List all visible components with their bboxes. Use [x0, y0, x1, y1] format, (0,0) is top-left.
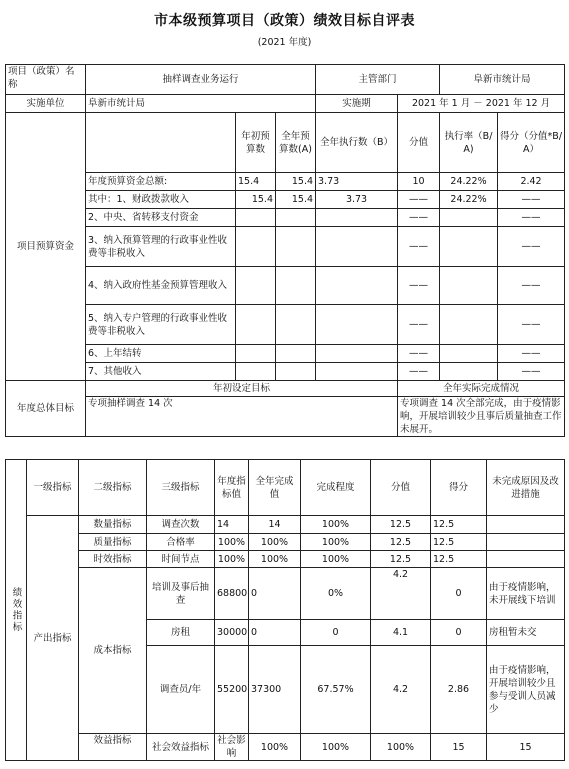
actual-quantity: 14 — [249, 516, 301, 534]
actual-cost2: 0 — [249, 620, 301, 646]
benefit-indicator-label: 效益指标 — [79, 734, 147, 761]
l3-cost2: 房租 — [147, 620, 215, 646]
funds-row-executed: 3.73 — [316, 173, 398, 191]
target-cost1: 68800 — [215, 568, 249, 620]
funds-row — [6, 305, 565, 345]
header-points: 得分（分值*B/A） — [498, 113, 565, 173]
funds-row-score: —— — [398, 345, 440, 363]
header-initial-budget: 年初预算数 — [236, 113, 276, 173]
l2-timeliness: 时效指标 — [79, 551, 147, 568]
funds-row-rate: 24.22% — [440, 173, 498, 191]
project-name-value: 抽样调查业务运行 — [86, 65, 316, 95]
degree-quantity: 100% — [301, 516, 371, 534]
points-cost3: 2.86 — [431, 646, 487, 734]
funds-row-initial — [236, 363, 276, 381]
degree-cost1: 0% — [301, 568, 371, 620]
degree-timeliness: 100% — [301, 551, 371, 568]
actual-cost3: 37300 — [249, 646, 301, 734]
goals-actual-value: 专项调查 14 次全部完成，由于疫情影响，开展培训较少且事后质量抽查工作未展开。 — [398, 397, 565, 437]
funds-row-points: —— — [498, 227, 565, 267]
header-score: 分值 — [398, 113, 440, 173]
reason-timeliness — [487, 551, 565, 568]
project-name-label: 项目（政策）名称 — [6, 65, 86, 95]
funds-row-initial: 15.4 — [236, 173, 276, 191]
funds-header-blank — [86, 113, 236, 173]
funds-row-rate — [440, 227, 498, 267]
header-executed: 全年执行数（B） — [316, 113, 398, 173]
goals-content-row — [6, 397, 565, 437]
score-timeliness: 12.5 — [371, 551, 431, 568]
score-cost3: 4.2 — [371, 646, 431, 734]
funds-row-initial — [236, 345, 276, 363]
funds-row-rate — [440, 345, 498, 363]
target-cost2: 30000 — [215, 620, 249, 646]
indicator-row — [6, 534, 565, 551]
project-name-row — [6, 65, 565, 95]
funds-row-label: 6、上年结转 — [86, 345, 236, 363]
funds-row — [6, 191, 565, 209]
l3-quantity: 调查次数 — [147, 516, 215, 534]
period-label: 实施期 — [316, 95, 398, 113]
budget-table — [5, 64, 565, 437]
header-ind-score: 分值 — [371, 460, 431, 516]
funds-row-score: —— — [398, 227, 440, 267]
points-quantity: 12.5 — [431, 516, 487, 534]
score-social: 15 — [431, 734, 487, 761]
reason-quantity — [487, 516, 565, 534]
funds-row-points: —— — [498, 209, 565, 227]
funds-row-initial: 15.4 — [236, 191, 276, 209]
l2-social: 社会效益指标 — [147, 734, 215, 761]
actual-quality: 100% — [249, 534, 301, 551]
reason-cost3: 由于疫情影响，开展培训较少且参与受训人员减少 — [487, 646, 565, 734]
goals-actual-header: 全年实际完成情况 — [398, 381, 565, 397]
header-target: 年度指标值 — [215, 460, 249, 516]
funds-row-score: —— — [398, 267, 440, 305]
goals-section-label: 年度总体目标 — [6, 381, 86, 437]
l3-social: 社会影响 — [215, 734, 249, 761]
funds-row — [6, 267, 565, 305]
funds-row-full-year — [276, 209, 316, 227]
score-cost1: 4.2 — [371, 568, 431, 620]
funds-row-executed — [316, 209, 398, 227]
target-quality: 100% — [215, 534, 249, 551]
funds-row-label: 3、纳入预算管理的行政事业性收费等非税收入 — [86, 227, 236, 267]
funds-row-executed — [316, 227, 398, 267]
reason-quality — [487, 534, 565, 551]
funds-row — [6, 173, 565, 191]
funds-row — [6, 363, 565, 381]
funds-row-rate — [440, 305, 498, 345]
header-reason: 未完成原因及改进措施 — [487, 460, 565, 516]
target-cost3: 55200 — [215, 646, 249, 734]
points-timeliness: 12.5 — [431, 551, 487, 568]
funds-row-label: 4、纳入政府性基金预算管理收入 — [86, 267, 236, 305]
funds-row-label: 其中：1、财政拨款收入 — [86, 191, 236, 209]
funds-row-points: —— — [498, 267, 565, 305]
goals-initial-value: 专项抽样调查 14 次 — [86, 397, 398, 437]
funds-row-initial — [236, 227, 276, 267]
indicator-row — [6, 516, 565, 534]
dept-label: 主管部门 — [316, 65, 440, 95]
score-cost2: 4.1 — [371, 620, 431, 646]
funds-section-label: 项目预算资金 — [6, 113, 86, 381]
actual-cost1: 0 — [249, 568, 301, 620]
funds-row-rate — [440, 267, 498, 305]
funds-row-executed — [316, 345, 398, 363]
funds-row-points: —— — [498, 363, 565, 381]
funds-row-executed — [316, 267, 398, 305]
indicator-row — [6, 568, 565, 620]
reason-cost1: 由于疫情影响，未开展线下培训 — [487, 568, 565, 620]
funds-row — [6, 209, 565, 227]
goals-header-row — [6, 381, 565, 397]
header-exec-rate: 执行率（B/A) — [440, 113, 498, 173]
funds-row-initial — [236, 209, 276, 227]
unit-value: 阜新市统计局 — [86, 95, 316, 113]
funds-row-rate — [440, 209, 498, 227]
page-year: (2021 年度) — [257, 37, 312, 48]
funds-row-full-year: 15.4 — [276, 191, 316, 209]
funds-header-row — [6, 113, 565, 173]
funds-row-score: —— — [398, 191, 440, 209]
funds-row-score: 10 — [398, 173, 440, 191]
funds-row-score: —— — [398, 209, 440, 227]
funds-row-points: —— — [498, 191, 565, 209]
funds-row-points: —— — [498, 345, 565, 363]
header-ind-points: 得分 — [431, 460, 487, 516]
page-title: 市本级预算项目（政策）绩效目标自评表 — [154, 13, 415, 29]
funds-row — [6, 227, 565, 267]
funds-row-full-year — [276, 345, 316, 363]
funds-row-label: 年度预算资金总额: — [86, 173, 236, 191]
funds-row-rate — [440, 363, 498, 381]
header-level3: 三级指标 — [147, 460, 215, 516]
funds-row-full-year: 15.4 — [276, 173, 316, 191]
header-level2: 二级指标 — [79, 460, 147, 516]
degree-social: 100% — [371, 734, 431, 761]
l3-cost1: 培训及事后抽查 — [147, 568, 215, 620]
goals-initial-header: 年初设定目标 — [86, 381, 398, 397]
l3-quality: 合格率 — [147, 534, 215, 551]
target-timeliness: 100% — [215, 551, 249, 568]
actual-social: 100% — [301, 734, 371, 761]
indicator-section-label: 绩效指标 — [6, 460, 27, 761]
indicator-table — [5, 459, 565, 761]
funds-row-points: 2.42 — [498, 173, 565, 191]
header-actual: 全年完成值 — [249, 460, 301, 516]
indicator-header-row — [6, 460, 565, 516]
l2-quality: 质量指标 — [79, 534, 147, 551]
score-quantity: 12.5 — [371, 516, 431, 534]
funds-row-points: —— — [498, 305, 565, 345]
funds-row-full-year — [276, 305, 316, 345]
funds-row-rate: 24.22% — [440, 191, 498, 209]
reason-cost2: 房租暂未交 — [487, 620, 565, 646]
l3-timeliness: 时间节点 — [147, 551, 215, 568]
points-quality: 12.5 — [431, 534, 487, 551]
dept-value: 阜新市统计局 — [440, 65, 565, 95]
cost-indicator-label: 成本指标 — [79, 568, 147, 734]
funds-row-full-year — [276, 363, 316, 381]
degree-quality: 100% — [301, 534, 371, 551]
header-full-year-budget: 全年预算数(A) — [276, 113, 316, 173]
unit-row — [6, 95, 565, 113]
funds-row-initial — [236, 305, 276, 345]
output-indicator-label: 产出指标 — [27, 516, 79, 761]
funds-row-score: —— — [398, 363, 440, 381]
points-cost1: 0 — [431, 568, 487, 620]
target-quantity: 14 — [215, 516, 249, 534]
degree-cost2: 0 — [301, 620, 371, 646]
funds-row-executed: 3.73 — [316, 191, 398, 209]
l3-cost3: 调查员/年 — [147, 646, 215, 734]
target-social: 100% — [249, 734, 301, 761]
header-level1: 一级指标 — [27, 460, 79, 516]
funds-row-label: 2、中央、省转移支付资金 — [86, 209, 236, 227]
funds-row-full-year — [276, 267, 316, 305]
funds-row-score: —— — [398, 305, 440, 345]
points-social: 15 — [487, 734, 565, 761]
funds-row-executed — [316, 305, 398, 345]
header-degree: 完成程度 — [301, 460, 371, 516]
actual-timeliness: 100% — [249, 551, 301, 568]
funds-row-label: 5、纳入专户管理的行政事业性收费等非税收入 — [86, 305, 236, 345]
funds-row-label: 7、其他收入 — [86, 363, 236, 381]
funds-row — [6, 345, 565, 363]
indicator-row — [6, 551, 565, 568]
l2-quantity: 数量指标 — [79, 516, 147, 534]
indicator-row — [6, 734, 565, 761]
funds-row-executed — [316, 363, 398, 381]
degree-cost3: 67.57% — [301, 646, 371, 734]
period-value: 2021 年 1 月 － 2021 年 12 月 — [398, 95, 565, 113]
funds-row-initial — [236, 267, 276, 305]
funds-row-full-year — [276, 227, 316, 267]
unit-label: 实施单位 — [6, 95, 86, 113]
points-cost2: 0 — [431, 620, 487, 646]
score-quality: 12.5 — [371, 534, 431, 551]
